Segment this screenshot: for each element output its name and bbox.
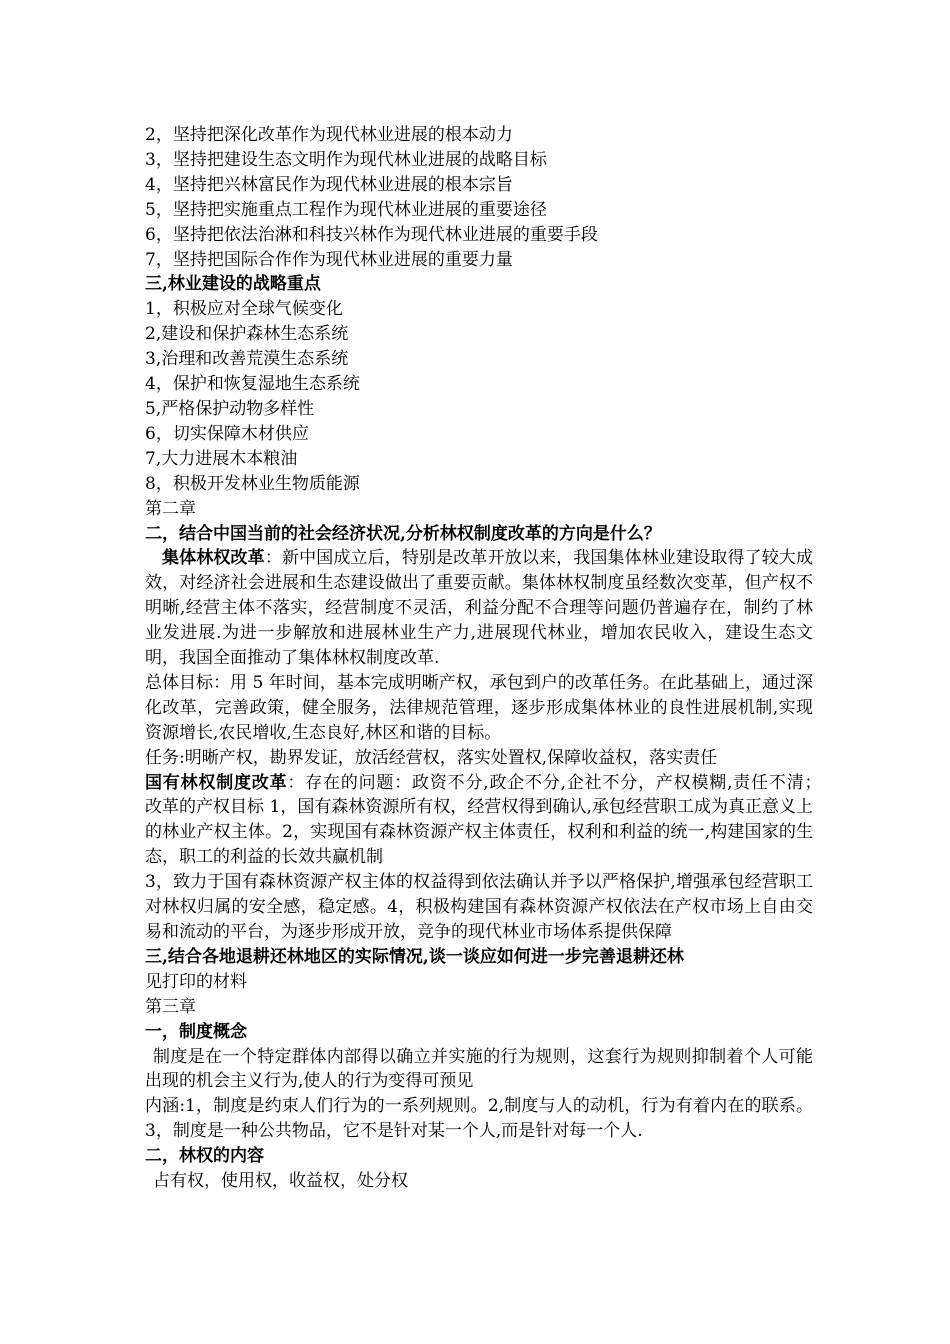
question-heading: 三,结合各地退耕还林地区的实际情况,谈一谈应如何进一步完善退耕还林 xyxy=(145,946,684,967)
concept-paragraph: 制度是在一个特定群体内部得以确立并实施的行为规则，这套行为规则抑制着个人可能出现的机会主义行为,使人的行为变得可预见 xyxy=(145,1046,813,1092)
strategic-item: 4，保护和恢复湿地生态系统 xyxy=(145,374,360,395)
principle-item: 4，坚持把兴林富民作为现代林业进展的根本宗旨 xyxy=(145,174,513,195)
answer-line: 见打印的材料 xyxy=(145,971,247,992)
strategic-item: 2,建设和保护森林生态系统 xyxy=(145,324,349,345)
strategic-item: 8，积极开发林业生物质能源 xyxy=(145,473,360,494)
state-reform-label: 国有林权制度改革 xyxy=(145,772,288,793)
principle-item: 2，坚持把深化改革作为现代林业进展的根本动力 xyxy=(145,125,513,145)
section-heading-rights: 二，林权的内容 xyxy=(145,1146,264,1167)
chapter-title: 第三章 xyxy=(145,996,196,1017)
principle-item: 7，坚持把国际合作作为现代林业进展的重要力量 xyxy=(145,249,513,270)
overall-goal-paragraph: 总体目标：用 5 年时间，基本完成明晰产权，承包到户的改革任务。在此基础上，通过深化改革，完善政策，健全服务，法律规范管理，逐步形成集体林业的良性进展机制,实现资源增长,农民增收,生态良好,林区和谐的目标。 xyxy=(145,672,813,743)
principle-item: 5，坚持把实施重点工程作为现代林业进展的重要途径 xyxy=(145,199,547,220)
collective-reform-text: ：新中国成立后，特别是改革开放以来，我国集体林业建设取得了较大成效，对经济社会进展和生态建设做出了重要贡献。集体林权制度虽经数次变革，但产权不明晰,经营主体不落实，经营制度不灵活，利益分配不合理等问题仍普遍存在，制约了林业发进展.为进一步解放和进展林业生产力,进展现代林业，增加农民收入，建设生态文明，我国全面推动了集体林权制度改革. xyxy=(145,548,814,669)
state-reform-text: ：存在的问题：政资不分,政企不分,企社不分，产权模糊,责任不清； 改革的产权目标 1，国有森林资源所有权，经营权得到确认,承包经营职工成为真正意义上的林业产权主体。2，实现国有森林资源产权主体责任，权利和利益的统一,构建国家的生态，职工的利益的长效共赢机制 xyxy=(145,772,847,868)
strategic-item: 6，切实保障木材供应 xyxy=(145,423,309,444)
section-heading-strategic: 三,林业建设的战略重点 xyxy=(145,274,321,295)
section-heading-concept: 一，制度概念 xyxy=(145,1021,247,1042)
strategic-item: 3,治理和改善荒漠生态系统 xyxy=(145,349,349,370)
collective-reform-paragraph xyxy=(145,546,813,671)
principle-item: 6，坚持把依法治淋和科技兴林作为现代林业进展的重要手段 xyxy=(145,224,598,245)
state-reform-paragraph-2: 3，致力于国有森林资源产权主体的权益得到依法确认并予以严格保护,增强承包经营职工对林权归属的安全感，稳定感。4，积极构建国有森林资源产权依法在产权市场上自由交易和流动的平台，为逐步形成开放，竞争的现代林业市场体系提供保障 xyxy=(145,872,813,942)
state-reform-paragraph xyxy=(145,771,847,871)
task-line: 任务:明晰产权，勘界发证，放活经营权，落实处置权,保障收益权，落实责任 xyxy=(145,747,718,768)
collective-reform-label: 集体林权改革 xyxy=(162,548,265,569)
principle-item: 3，坚持把建设生态文明作为现代林业进展的战略目标 xyxy=(145,149,547,170)
connotation-paragraph: 内涵:1，制度是约束人们行为的一系列规则。2,制度与人的动机，行为有着内在的联系。3，制度是一种公共物品，它不是针对某一个人,而是针对每一个人. xyxy=(145,1096,813,1142)
strategic-item: 1，积极应对全球气候变化 xyxy=(145,299,343,320)
strategic-item: 5,严格保护动物多样性 xyxy=(145,398,315,419)
rights-line: 占有权，使用权，收益权，处分权 xyxy=(153,1171,408,1192)
strategic-item: 7,大力进展木本粮油 xyxy=(145,448,298,469)
question-heading: 二，结合中国当前的社会经济状况,分析林权制度改革的方向是什么？ xyxy=(145,523,661,544)
chapter-title: 第二章 xyxy=(145,498,196,519)
document-body xyxy=(145,123,847,1194)
